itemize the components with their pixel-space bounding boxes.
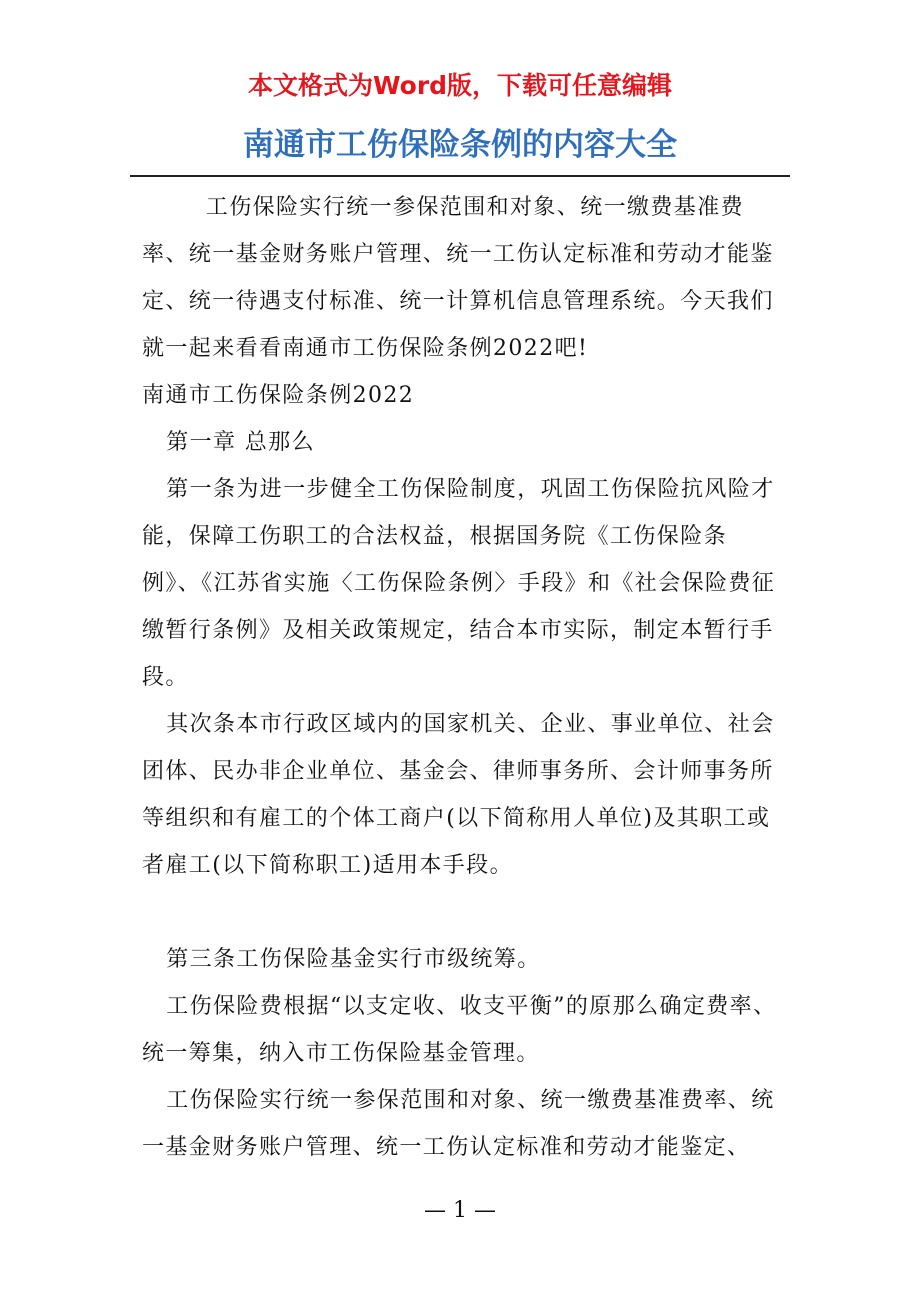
title-divider (130, 175, 790, 177)
format-banner: 本文格式为Word版，下载可任意编辑 (247, 71, 673, 100)
article-1: 第一条为进一步健全工伤保险制度，巩固工伤保险抗风险才能，保障工伤职工的合法权益，根据国务院《工伤保险条例》、《江苏省实施〈工伤保险条例〉手段》和《社会保险费征缴暂行条例》及相关政策规定，结合本市实际，制定本暂行手段。 (142, 477, 776, 690)
section-subtitle: 南通市工伤保险条例2022 (142, 383, 415, 408)
intro-paragraph: 工伤保险实行统一参保范围和对象、统一缴费基准费率、统一基金财务账户管理、统一工伤认定标准和劳动才能鉴定、统一待遇支付标准、统一计算机信息管理系统。今天我们就一起来看看南通市工伤保险条例2022吧! (142, 195, 774, 361)
article-3: 第三条工伤保险基金实行市级统筹。 (166, 947, 541, 972)
document-title: 南通市工伤保险条例的内容大全 (243, 127, 677, 163)
paragraph-gap (142, 889, 782, 936)
article-3-paragraph-3: 工伤保险实行统一参保范围和对象、统一缴费基准费率、统一基金财务账户管理、统一工伤认定标准和劳动才能鉴定、 (142, 1088, 775, 1160)
article-3-paragraph-2: 工伤保险费根据“以支定收、收支平衡”的原那么确定费率、统一筹集，纳入市工伤保险基金管理。 (142, 994, 777, 1066)
document-body (142, 184, 782, 1171)
chapter-heading: 第一章 总那么 (166, 430, 315, 455)
page-number: — 1 — (424, 1198, 496, 1223)
article-2: 其次条本市行政区域内的国家机关、企业、事业单位、社会团体、民办非企业单位、基金会、律师事务所、会计师事务所等组织和有雇工的个体工商户(以下简称用人单位)及其职工或者雇工(以下简称职工)适用本手段。 (142, 712, 775, 878)
